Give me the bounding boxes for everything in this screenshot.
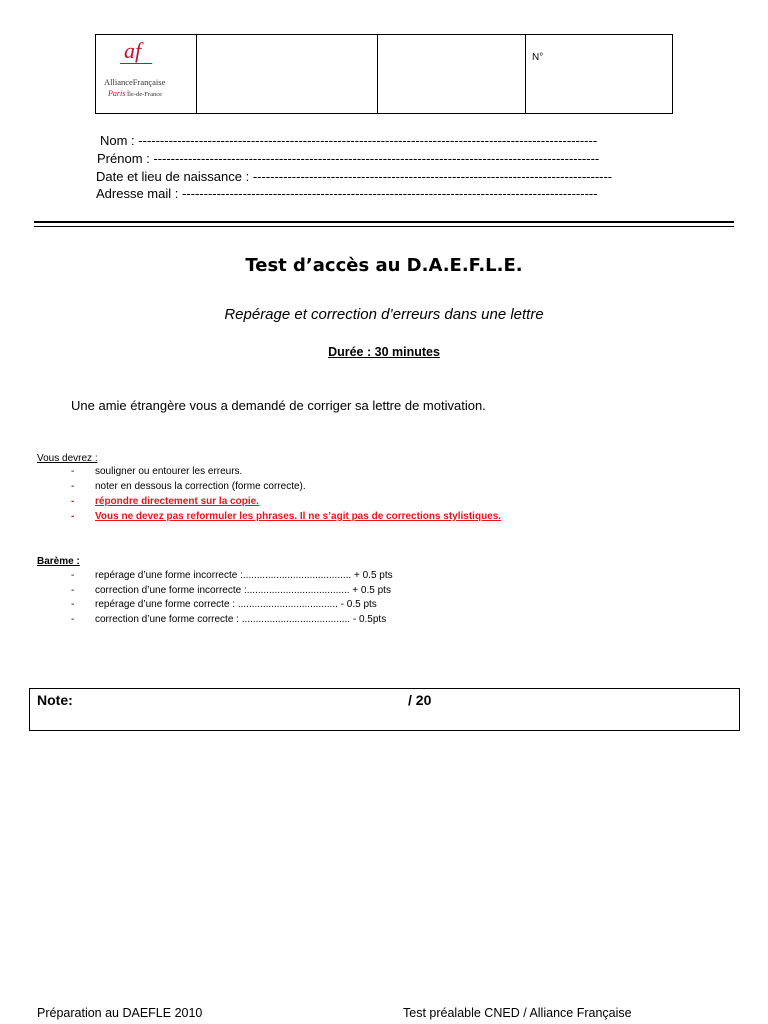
page-subtitle: Repérage et correction d’erreurs dans une lettre — [224, 306, 544, 323]
alliance-francaise-logo — [98, 37, 172, 99]
note-box — [29, 688, 740, 731]
logo-mark: af — [124, 38, 142, 63]
instructions-heading: Vous devrez : — [37, 453, 98, 464]
bareme-row: - correction d’une forme incorrecte :..................................... + 0.5 pts — [71, 585, 391, 596]
instruction-item-warning: - Vous ne devez pas reformuler les phrases. Il ne s’agit pas de corrections stylistiques. — [71, 511, 502, 522]
footer-right: Test préalable CNED / Alliance Française — [403, 1006, 632, 1020]
logo-cell — [96, 35, 197, 113]
instruction-item: - souligner ou entourer les erreurs. — [71, 466, 243, 477]
bareme-heading: Barème : — [37, 556, 80, 567]
instruction-item-warning: - répondre directement sur la copie. — [71, 496, 259, 507]
header-cell-blank-1 — [197, 35, 378, 113]
field-nom: Nom : ---------------------------------------------------------------------------------------------------------- — [100, 133, 598, 148]
page-title: Test d’accès au D.A.E.F.L.E. — [245, 255, 523, 276]
note-score: / 20 — [408, 692, 432, 708]
header-cell-blank-2 — [378, 35, 526, 113]
note-label: Note: — [37, 692, 73, 708]
logo-name: AllianceFrançaise — [104, 77, 166, 87]
bareme-row: - correction d’une forme correcte : ....................................... - 0.5pts — [71, 614, 387, 625]
separator-rule-thick — [34, 221, 734, 223]
separator-rule-thin — [34, 226, 734, 227]
header-table — [95, 34, 673, 114]
field-email: Adresse mail : ------------------------------------------------------------------------------------------------ — [96, 186, 598, 201]
logo-rule — [120, 63, 152, 64]
duration-label: Durée : 30 minutes — [328, 345, 440, 359]
field-prenom: Prénom : ------------------------------------------------------------------------------------------------------- — [97, 151, 600, 166]
instruction-item: - noter en dessous la correction (forme correcte). — [71, 481, 306, 492]
logo-subtitle: Paris Île-de-France — [108, 89, 162, 98]
bareme-row: - repérage d’une forme incorrecte :....................................... + 0.5 pts — [71, 570, 393, 581]
number-label: N° — [532, 52, 544, 63]
bareme-row: - repérage d’une forme correcte : .................................... - 0.5 pts — [71, 599, 377, 610]
footer-left: Préparation au DAEFLE 2010 — [37, 1006, 203, 1020]
number-cell — [526, 35, 672, 113]
field-birth: Date et lieu de naissance : ----------------------------------------------------------------------------------- — [96, 169, 613, 184]
intro-text: Une amie étrangère vous a demandé de corriger sa lettre de motivation. — [71, 398, 486, 413]
